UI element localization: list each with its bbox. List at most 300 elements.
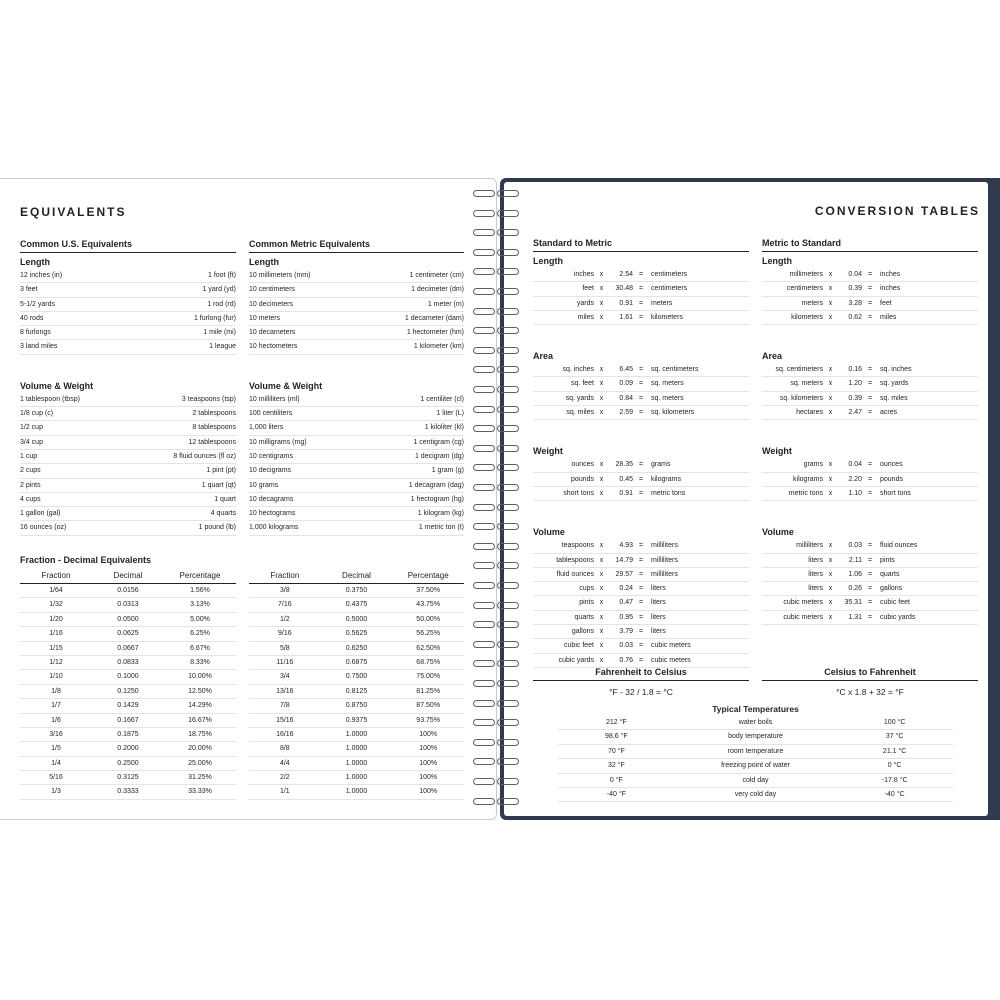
- conversion-to-unit: sq. meters: [651, 394, 684, 402]
- equivalent-row: [249, 479, 464, 493]
- conversion-from-unit: centimeters: [786, 285, 823, 293]
- conversion-group-label: Length: [533, 256, 563, 266]
- conversion-factor: 0.04: [848, 461, 862, 469]
- spiral-coil: [471, 443, 523, 453]
- fraction-value: 1/32: [49, 601, 63, 609]
- conversion-to-unit: pounds: [880, 475, 903, 483]
- equivalent-from: 2 cups: [20, 467, 41, 475]
- equals-sign: =: [867, 461, 873, 469]
- equivalent-from: 1 gallon (gal): [20, 510, 61, 518]
- decimal-value: 0.0667: [117, 644, 139, 652]
- fraction-row: [20, 757, 236, 771]
- temperature-description: very cold day: [734, 790, 777, 798]
- fahrenheit-value: 212 °F: [606, 719, 627, 726]
- decimal-value: 0.3333: [117, 788, 139, 796]
- conversion-from-unit: millimeters: [789, 271, 823, 278]
- conversion-factor: 0.39: [848, 394, 862, 402]
- header-decimal: Decimal: [113, 571, 143, 580]
- left-page: [0, 178, 497, 820]
- multiply-sign: x: [828, 394, 833, 402]
- fraction-value: 1/1: [279, 788, 290, 796]
- decimal-value: 0.3750: [345, 587, 368, 594]
- decimal-value: 0.0833: [117, 658, 139, 666]
- fraction-row: [20, 699, 236, 713]
- multiply-sign: x: [828, 489, 833, 497]
- fraction-value: 1/64: [49, 587, 63, 594]
- conversion-row: [533, 473, 749, 487]
- fraction-row: [20, 742, 236, 756]
- conversion-to-unit: milliliters: [651, 556, 678, 564]
- standard-to-metric-title: Standard to Metric: [533, 238, 749, 252]
- equivalent-from: 10 millimeters (mm): [249, 272, 311, 279]
- conversion-to-unit: cubic meters: [651, 656, 691, 664]
- conversion-to-unit: feet: [880, 299, 892, 307]
- equivalent-from: 5-1/2 yards: [20, 300, 56, 308]
- conversion-factor: 1.10: [848, 489, 862, 497]
- equivalent-from: 10 milliliters (ml): [249, 395, 300, 403]
- multiply-sign: x: [828, 570, 833, 578]
- equivalent-from: 1,000 kilograms: [249, 524, 299, 532]
- equivalent-row: [20, 521, 236, 535]
- fraction-row: [20, 584, 236, 598]
- conversion-row: [533, 392, 749, 406]
- equivalent-to: 12 tablespoons: [188, 438, 236, 446]
- decimal-value: 0.8125: [345, 687, 368, 695]
- conversion-to-unit: cubic feet: [880, 599, 910, 607]
- percentage-value: 25.00%: [188, 759, 212, 767]
- celsius-value: -17.8 °C: [881, 776, 908, 784]
- conversion-group-label: Weight: [762, 446, 792, 457]
- fraction-rows-1: [20, 584, 236, 800]
- equals-sign: =: [638, 656, 644, 664]
- fraction-value: 16/16: [276, 730, 294, 738]
- fahrenheit-to-celsius-title: Fahrenheit to Celsius: [533, 666, 749, 681]
- conversion-to-unit: gallons: [880, 585, 903, 593]
- spiral-coil: [471, 404, 523, 414]
- fraction-header: [20, 569, 236, 584]
- equivalent-row: [249, 283, 464, 297]
- conversion-from-unit: feet: [582, 285, 594, 293]
- conversion-from-unit: liters: [808, 556, 823, 564]
- equals-sign: =: [867, 570, 873, 578]
- conversion-from-unit: grams: [803, 461, 823, 469]
- equivalent-from: 10 centimeters: [249, 286, 295, 294]
- equals-sign: =: [638, 599, 644, 607]
- equals-sign: =: [638, 489, 644, 497]
- conversion-to-unit: miles: [880, 313, 897, 321]
- equivalent-to: 1 decimeter (dm): [411, 286, 464, 294]
- percentage-value: 75.00%: [416, 673, 441, 681]
- percentage-value: 62.50%: [416, 644, 441, 652]
- conversion-factor: 35.31: [844, 599, 862, 607]
- conversion-from-unit: sq. feet: [571, 380, 594, 388]
- equivalent-from: 10 grams: [249, 481, 279, 489]
- fraction-value: 15/16: [276, 716, 294, 724]
- fraction-table-1: [20, 569, 236, 800]
- conversion-factor: 0.03: [848, 542, 862, 550]
- spiral-coil: [471, 227, 523, 237]
- fahrenheit-value: 0 °F: [609, 776, 623, 784]
- equals-sign: =: [867, 613, 873, 621]
- spiral-coil: [471, 247, 523, 257]
- percentage-value: 43.75%: [416, 601, 441, 609]
- equivalent-from: 3 feet: [20, 286, 38, 294]
- metric-to-standard-groups: [762, 254, 978, 625]
- equivalent-from: 4 cups: [20, 495, 41, 503]
- conversion-factor: 3.79: [619, 628, 633, 636]
- conversion-factor: 1.06: [848, 570, 862, 578]
- conversion-row: [533, 311, 749, 325]
- fraction-row: [249, 656, 464, 670]
- conversion-row: [762, 473, 978, 487]
- conversion-group-label: Length: [762, 256, 792, 266]
- equivalent-row: [20, 269, 236, 283]
- spiral-coil: [471, 541, 523, 551]
- metric-equivalents-title: Common Metric Equivalents: [249, 239, 464, 253]
- equivalent-row: [249, 407, 464, 421]
- conversion-group-label: Area: [762, 351, 783, 362]
- equivalent-from: 1/8 cup (c): [20, 410, 54, 418]
- spiral-coil: [471, 796, 523, 806]
- equals-sign: =: [867, 475, 873, 483]
- fraction-row: [20, 670, 236, 684]
- conversion-row: [533, 639, 749, 653]
- equivalent-to: 1 rod (rd): [207, 300, 236, 308]
- celsius-value: 100 °C: [883, 719, 906, 726]
- conversion-from-unit: teaspoons: [561, 542, 594, 550]
- fraction-row: [249, 714, 464, 728]
- conversion-to-unit: liters: [651, 628, 666, 636]
- equivalent-to: 1 metric ton (t): [418, 524, 464, 532]
- decimal-value: 0.2000: [117, 745, 139, 753]
- decimal-value: 1.0000: [345, 788, 368, 796]
- equals-sign: =: [638, 313, 644, 321]
- equivalent-to: 8 tablespoons: [192, 424, 236, 432]
- equivalent-from: 8 furlongs: [20, 329, 51, 337]
- conversion-from-unit: cubic meters: [783, 599, 823, 607]
- spiral-binding: [471, 188, 523, 813]
- fraction-value: 9/16: [278, 630, 292, 638]
- conversion-from-unit: hectares: [796, 409, 823, 417]
- equivalent-row: [249, 340, 464, 354]
- decimal-value: 0.1667: [117, 716, 139, 724]
- fraction-value: 1/6: [51, 716, 61, 724]
- fahrenheit-value: 98.6 °F: [605, 733, 628, 741]
- conversion-from-unit: sq. yards: [565, 394, 594, 402]
- equivalent-from: 10 milligrams (mg): [249, 438, 307, 446]
- decimal-value: 0.3125: [117, 774, 139, 782]
- fraction-value: 3/16: [49, 730, 63, 738]
- multiply-sign: x: [828, 542, 833, 550]
- typical-temperatures-title: Typical Temperatures: [712, 704, 799, 714]
- equivalent-to: 1 yard (yd): [202, 286, 236, 294]
- celsius-value: 37 °C: [885, 733, 904, 741]
- conversion-factor: 0.45: [619, 475, 633, 483]
- multiply-sign: x: [828, 585, 833, 593]
- percentage-value: 6.67%: [190, 644, 210, 652]
- us-equivalents-section: [20, 239, 236, 536]
- conversion-from-unit: short tons: [563, 489, 594, 497]
- temperature-description: cold day: [742, 776, 769, 784]
- conversion-from-unit: cubic meters: [783, 613, 823, 621]
- equivalent-to: 1 furlong (fur): [193, 314, 236, 322]
- header-fraction: Fraction: [41, 571, 71, 580]
- decimal-value: 0.0625: [117, 630, 139, 638]
- conversion-to-unit: sq. meters: [651, 380, 684, 388]
- conversion-to-unit: short tons: [880, 489, 911, 497]
- percentage-value: 5.00%: [190, 615, 210, 623]
- equivalent-row: [20, 298, 236, 312]
- conversion-to-unit: sq. centimeters: [651, 366, 699, 374]
- multiply-sign: x: [828, 285, 833, 293]
- equals-sign: =: [867, 313, 873, 321]
- decimal-value: 1.0000: [345, 774, 368, 782]
- percentage-value: 100%: [419, 745, 438, 753]
- equivalent-to: 1 league: [209, 343, 236, 351]
- conversion-factor: 6.45: [619, 366, 633, 374]
- conversion-from-unit: liters: [808, 585, 823, 593]
- spiral-coil: [471, 600, 523, 610]
- spiral-coil: [471, 384, 523, 394]
- percentage-value: 20.00%: [188, 745, 212, 753]
- multiply-sign: x: [599, 556, 604, 564]
- equals-sign: =: [867, 599, 873, 607]
- equivalent-from: 40 rods: [20, 314, 44, 322]
- fraction-value: 1/12: [49, 658, 63, 666]
- multiply-sign: x: [599, 313, 604, 321]
- equivalent-from: 100 centiliters: [249, 410, 293, 418]
- conversion-factor: 0.04: [848, 271, 862, 278]
- conversion-row: [762, 377, 978, 391]
- conversion-factor: 0.62: [848, 313, 862, 321]
- equivalent-to: 1 hectometer (hm): [406, 329, 464, 337]
- equivalent-from: 1 tablespoon (tbsp): [20, 395, 80, 403]
- percentage-value: 93.75%: [416, 716, 441, 724]
- conversion-factor: 0.91: [619, 489, 633, 497]
- fraction-row: [20, 728, 236, 742]
- multiply-sign: x: [599, 656, 604, 664]
- conversion-from-unit: inches: [573, 271, 594, 278]
- conversion-to-unit: fluid ounces: [880, 542, 918, 550]
- percentage-value: 10.00%: [188, 673, 212, 681]
- equivalent-row: [20, 464, 236, 478]
- conversion-to-unit: sq. inches: [880, 366, 912, 374]
- equivalent-row: [249, 421, 464, 435]
- equivalent-from: 1,000 liters: [249, 424, 284, 432]
- conversion-row: [533, 377, 749, 391]
- percentage-value: 50.00%: [416, 615, 441, 623]
- conversion-row: [533, 625, 749, 639]
- conversion-factor: 0.24: [619, 585, 633, 593]
- us-equivalents-title: Common U.S. Equivalents: [20, 239, 236, 253]
- conversion-to-unit: centimeters: [651, 285, 688, 293]
- multiply-sign: x: [599, 570, 604, 578]
- decimal-value: 0.1000: [117, 673, 139, 681]
- conversion-row: [762, 392, 978, 406]
- equivalent-to: 1 centigram (cg): [413, 438, 464, 446]
- conversion-row: [762, 458, 978, 472]
- fraction-value: 1/20: [49, 615, 63, 623]
- multiply-sign: x: [599, 489, 604, 497]
- conversion-factor: 3.28: [848, 299, 862, 307]
- equivalent-from: 10 decimeters: [249, 300, 293, 308]
- equivalent-to: 1 quart: [214, 495, 236, 503]
- conversion-row: [762, 282, 978, 296]
- conversion-factor: 30.48: [615, 285, 633, 293]
- conversion-from-unit: miles: [577, 313, 594, 321]
- decimal-value: 0.4375: [345, 601, 368, 609]
- fraction-row: [20, 656, 236, 670]
- equals-sign: =: [867, 556, 873, 564]
- conversion-from-unit: pints: [579, 599, 594, 607]
- conversion-row: [533, 554, 749, 568]
- multiply-sign: x: [828, 380, 833, 388]
- conversion-row: [762, 406, 978, 420]
- multiply-sign: x: [828, 313, 833, 321]
- equals-sign: =: [867, 489, 873, 497]
- equivalent-from: 3 land miles: [20, 343, 58, 351]
- fraction-value: 13/16: [276, 687, 294, 695]
- fahrenheit-value: 70 °F: [607, 747, 625, 755]
- fraction-value: 3/8: [279, 587, 290, 594]
- fraction-value: 1/15: [49, 644, 63, 652]
- equals-sign: =: [867, 394, 873, 402]
- equals-sign: =: [867, 585, 873, 593]
- equals-sign: =: [638, 271, 644, 278]
- conversion-row: [533, 596, 749, 610]
- conversion-row: [533, 406, 749, 420]
- fraction-value: 11/16: [276, 658, 294, 666]
- fraction-row: [249, 670, 464, 684]
- metric-equivalents-section: [249, 239, 464, 536]
- conversion-factor: 29.57: [615, 570, 633, 578]
- spiral-coil: [471, 619, 523, 629]
- multiply-sign: x: [599, 409, 604, 417]
- conversion-from-unit: gallons: [571, 628, 594, 636]
- standard-to-metric-section: [533, 238, 749, 668]
- fahrenheit-value: 32 °F: [607, 762, 625, 770]
- equivalent-from: 10 decigrams: [249, 467, 292, 475]
- fraction-row: [249, 771, 464, 785]
- equals-sign: =: [638, 570, 644, 578]
- temperature-description: body temperature: [728, 733, 783, 741]
- decimal-value: 0.9375: [345, 716, 368, 724]
- percentage-value: 12.50%: [188, 687, 212, 695]
- equivalent-row: [20, 450, 236, 464]
- equivalent-row: [20, 493, 236, 507]
- conversion-to-unit: sq. yards: [880, 380, 909, 388]
- percentage-value: 100%: [419, 788, 438, 796]
- equals-sign: =: [638, 613, 644, 621]
- percentage-value: 100%: [419, 759, 438, 767]
- conversion-to-unit: kilograms: [651, 475, 681, 483]
- conversion-to-unit: sq. kilometers: [651, 409, 695, 417]
- equivalent-from: 10 hectograms: [249, 510, 296, 518]
- percentage-value: 3.13%: [190, 601, 210, 609]
- temperature-row: [558, 730, 953, 744]
- fraction-row: [249, 699, 464, 713]
- conversion-row: [762, 539, 978, 553]
- spiral-coil: [471, 580, 523, 590]
- equivalent-from: 16 ounces (oz): [20, 524, 67, 532]
- conversion-from-unit: cubic yards: [558, 656, 594, 664]
- fraction-value: 8/8: [279, 745, 290, 753]
- us-length-list: [20, 269, 236, 355]
- fraction-value: 1/8: [51, 687, 61, 695]
- metric-volume-weight-list: [249, 393, 464, 536]
- spiral-coil: [471, 364, 523, 374]
- standard-to-metric-groups: [533, 254, 749, 668]
- conversion-from-unit: cubic feet: [564, 642, 594, 650]
- conversion-factor: 0.84: [619, 394, 633, 402]
- conversion-factor: 0.03: [619, 642, 633, 650]
- conversion-from-unit: sq. meters: [790, 380, 823, 388]
- percentage-value: 1.56%: [190, 587, 210, 594]
- decimal-value: 1.0000: [345, 745, 368, 753]
- fraction-value: 1/10: [49, 673, 63, 681]
- left-page-title: EQUIVALENTS: [20, 205, 127, 219]
- right-page: [504, 182, 988, 816]
- conversion-factor: 0.26: [848, 585, 862, 593]
- fraction-value: 5/8: [279, 644, 290, 652]
- equivalent-from: 10 hectometers: [249, 343, 298, 351]
- conversion-row: [533, 268, 749, 282]
- equivalent-to: 1 decigram (dg): [414, 452, 464, 460]
- decimal-value: 0.0156: [117, 587, 139, 594]
- equivalent-from: 2 pints: [20, 481, 41, 489]
- decimal-value: 1.0000: [345, 730, 368, 738]
- metric-volume-weight-label: Volume & Weight: [249, 380, 323, 391]
- decimal-value: 0.6875: [345, 658, 368, 666]
- equivalent-row: [249, 312, 464, 326]
- temperature-row: [558, 788, 953, 802]
- percentage-value: 16.67%: [188, 716, 212, 724]
- equivalent-row: [20, 436, 236, 450]
- multiply-sign: x: [599, 475, 604, 483]
- header-percentage: Percentage: [179, 571, 221, 580]
- percentage-value: 56.25%: [416, 630, 441, 638]
- temperature-row: [558, 759, 953, 773]
- conversion-to-unit: inches: [880, 271, 901, 278]
- header-decimal: Decimal: [342, 571, 371, 580]
- equivalent-row: [20, 283, 236, 297]
- conversion-to-unit: sq. miles: [880, 394, 908, 402]
- conversion-row: [533, 297, 749, 311]
- spiral-coil: [471, 423, 523, 433]
- fraction-row: [249, 642, 464, 656]
- conversion-factor: 0.16: [848, 366, 862, 374]
- conversion-factor: 2.47: [848, 409, 862, 417]
- celsius-to-fahrenheit-formula: °C x 1.8 + 32 = °F: [836, 687, 904, 697]
- fraction-row: [20, 771, 236, 785]
- percentage-value: 100%: [419, 774, 438, 782]
- equals-sign: =: [638, 542, 644, 550]
- fraction-rows-2: [249, 584, 464, 800]
- right-page-cover: [500, 178, 1000, 820]
- equivalent-from: 1 cup: [20, 452, 38, 460]
- percentage-value: 87.50%: [416, 702, 441, 710]
- conversion-to-unit: liters: [651, 585, 666, 593]
- celsius-value: 0 °C: [887, 762, 902, 770]
- conversion-to-unit: centimeters: [651, 271, 688, 278]
- spiral-coil: [471, 678, 523, 688]
- conversion-from-unit: tablespoons: [556, 556, 594, 564]
- conversion-group-label: Volume: [533, 527, 565, 538]
- us-length-label: Length: [20, 257, 50, 267]
- conversion-row: [762, 568, 978, 582]
- fraction-row: [249, 613, 464, 627]
- spiral-coil: [471, 560, 523, 570]
